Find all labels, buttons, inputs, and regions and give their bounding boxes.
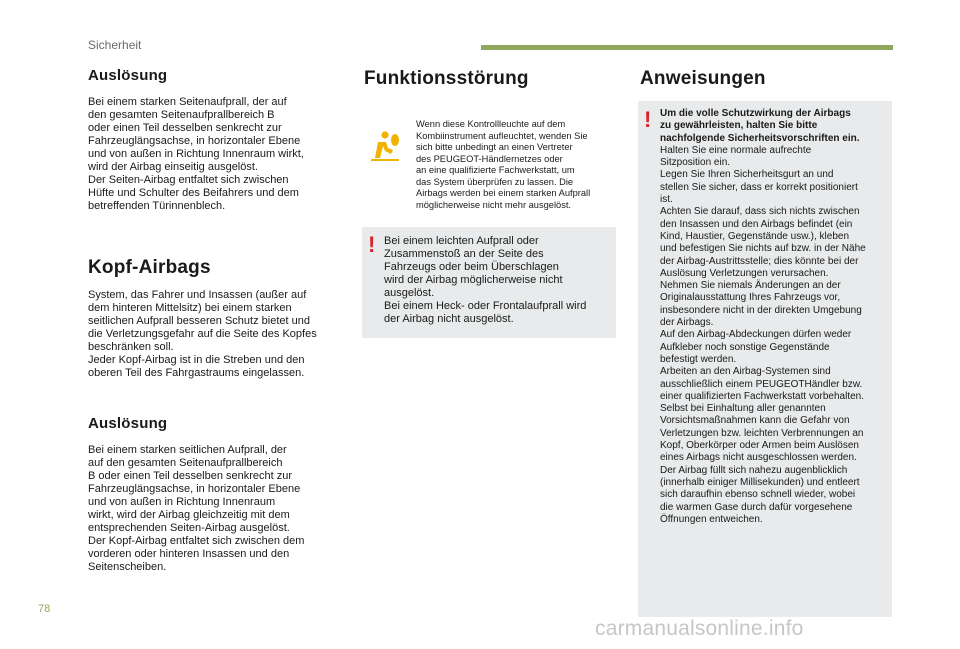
- warning-exclamation-icon: !: [644, 107, 652, 132]
- anweisungen-text: Halten Sie eine normale aufrechte Sitzposition ein. Legen Sie Ihren Sicherheitsgurt an und stellen Sie sicher, dass er korrekt positioniert ist. Achten Sie darauf, dass sich nichts zwischen den Insassen und den Airbags befindet (ein Kind, Haustier, Gegenstände usw.), kleben und befestigen Sie nichts auf bzw. in der Nähe der Airbag-Austrittsstelle; dies könnte bei der Auslösung Verletzungen verursachen. Nehmen Sie niemals Änderungen an der Originalausstattung Ihres Fahrzeugs vor, insbesondere nicht in der direkten Umgebung der Airbags. Auf den Airbag-Abdeckungen dürfen weder Aufkleber noch sonstige Gegenstände befestigt werden. Arbeiten an den Airbag-Systemen sind ausschließlich einem PEUGEOTHändler bzw. einer qualifizierten Fachwerkstatt vorbehalten. Selbst bei Einhaltung aller genannten Vorsichtsmaßnahmen kann die Gefahr von Verletzungen bzw. leichten Verbrennungen an Kopf, Oberkörper oder Armen beim Auslösen eines Airbags nicht ausgeschlossen werden. Der Airbag füllt sich nahezu augenblicklich (innerhalb einiger Millisekunden) und entleert sich daraufhin ebenso schnell wieder, wobei die warmen Gase durch dafür vorgesehene Öffnungen entweichen.: [660, 144, 866, 525]
- anweisungen-intro: Um die volle Schutzwirkung der Airbags zu gewährleisten, halten Sie bitte nachfolgende Sicherheitsvorschriften ein.: [660, 108, 860, 144]
- anweisungen-box: [638, 101, 892, 617]
- warning-exclamation-icon: !: [368, 232, 376, 257]
- ausloesung-heading-1: Auslösung: [88, 67, 168, 84]
- funktionsstoerung-heading: Funktionsstörung: [364, 68, 529, 89]
- watermark: carmanualsonline.info: [595, 617, 804, 640]
- page-number: 78: [38, 603, 51, 615]
- warning-light-note: Wenn diese Kontrollleuchte auf dem Kombiinstrument aufleuchtet, wenden Sie sich bitte unbedingt an einen Vertreter des PEUGEOT-Händlernetzes oder an eine qualifizierte Fachwerkstatt, um das System überprüfen zu lassen. Die Airbags werden bei einem starken Aufprall möglicherweise nicht mehr ausgelöst.: [416, 119, 591, 210]
- funktionsstoerung-warning-text: Bei einem leichten Aufprall oder Zusammenstoß an der Seite des Fahrzeugs oder beim Überschlagen wird der Airbag möglicherweise nicht ausgelöst. Bei einem Heck- oder Frontalaufprall wird der Airbag nicht ausgelöst.: [384, 235, 587, 325]
- ausloesung-text-1: Bei einem starken Seitenaufprall, der auf den gesamten Seitenaufprallbereich B oder einen Teil desselben senkrecht zur Fahrzeuglängsachse, in horizontaler Ebene und von außen in Richtung Innenraum wirkt, wird der Airbag einseitig ausgelöst. Der Seiten-Airbag entfaltet sich zwischen Hüfte und Schulter des Beifahrers und dem betreffenden Türinnenblech.: [88, 96, 304, 212]
- header-rule: [481, 45, 893, 50]
- kopf-airbags-text: System, das Fahrer und Insassen (außer auf dem hinteren Mittelsitz) bei einem starken seitlichen Aufprall besseren Schutz bietet und die Verletzungsgefahr auf die Seite des Kopfes beschränken soll. Jeder Kopf-Airbag ist in die Streben und den oberen Teil des Fahrgastraums eingelassen.: [88, 289, 317, 379]
- anweisungen-content: [660, 108, 890, 526]
- anweisungen-heading: Anweisungen: [640, 68, 766, 89]
- airbag-warning-icon: [368, 128, 402, 162]
- ausloesung-text-2: Bei einem starken seitlichen Aufprall, der auf den gesamten Seitenaufprallbereich B oder einen Teil desselben senkrecht zur Fahrzeuglängsachse, in horizontaler Ebene und von außen in Richtung Innenraum wirkt, wird der Airbag gleichzeitig mit dem entsprechenden Seiten-Airbag ausgelöst. Der Kopf-Airbag entfaltet sich zwischen dem vorderen oder hinteren Insassen und den Seitenscheiben.: [88, 444, 305, 573]
- funktionsstoerung-warning-box: [362, 227, 616, 338]
- section-header: Sicherheit: [88, 38, 142, 52]
- kopf-airbags-heading: Kopf-Airbags: [88, 257, 211, 278]
- ausloesung-heading-2: Auslösung: [88, 415, 168, 432]
